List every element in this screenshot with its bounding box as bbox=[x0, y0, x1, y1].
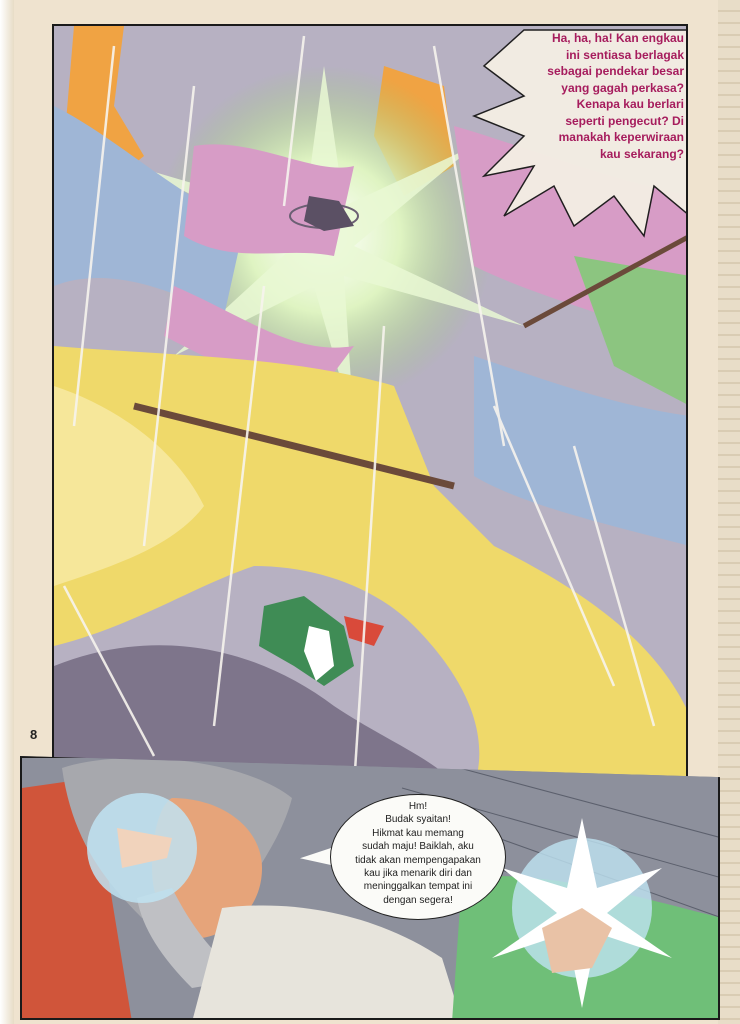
taunt-caption bbox=[524, 30, 684, 162]
caption-line: manakah keperwiraan bbox=[558, 130, 684, 144]
caption-line: sebagai pendekar besar bbox=[547, 64, 684, 78]
speech-line: tidak akan mempengapakan bbox=[355, 854, 481, 866]
caption-line: Ha, ha, ha! Kan engkau bbox=[551, 31, 684, 45]
speech-line: Hikmat kau memang bbox=[372, 827, 464, 839]
speech-line: sudah maju! Baiklah, aku bbox=[362, 841, 474, 853]
caption-line: seperti pengecut? Di bbox=[565, 113, 684, 128]
page-edge bbox=[718, 0, 740, 1024]
caption-line: kau sekarang? bbox=[599, 146, 684, 161]
caption-line: ini sentiasa berlagak bbox=[565, 47, 684, 62]
speech-line: Budak syaitan! bbox=[385, 814, 451, 826]
caption-line: yang gagah perkasa? bbox=[561, 80, 684, 95]
speech-line: meninggalkan tempat ini bbox=[363, 881, 473, 893]
speech-line: dengan segera! bbox=[383, 894, 453, 906]
caption-line: Kenapa kau berlari bbox=[576, 97, 684, 111]
page-number: 8 bbox=[30, 727, 38, 742]
speech-line: Hm! bbox=[408, 801, 428, 812]
speech-text bbox=[342, 800, 494, 907]
speech-line: kau jika menarik diri dan bbox=[364, 868, 472, 880]
page-spine bbox=[0, 0, 14, 1024]
